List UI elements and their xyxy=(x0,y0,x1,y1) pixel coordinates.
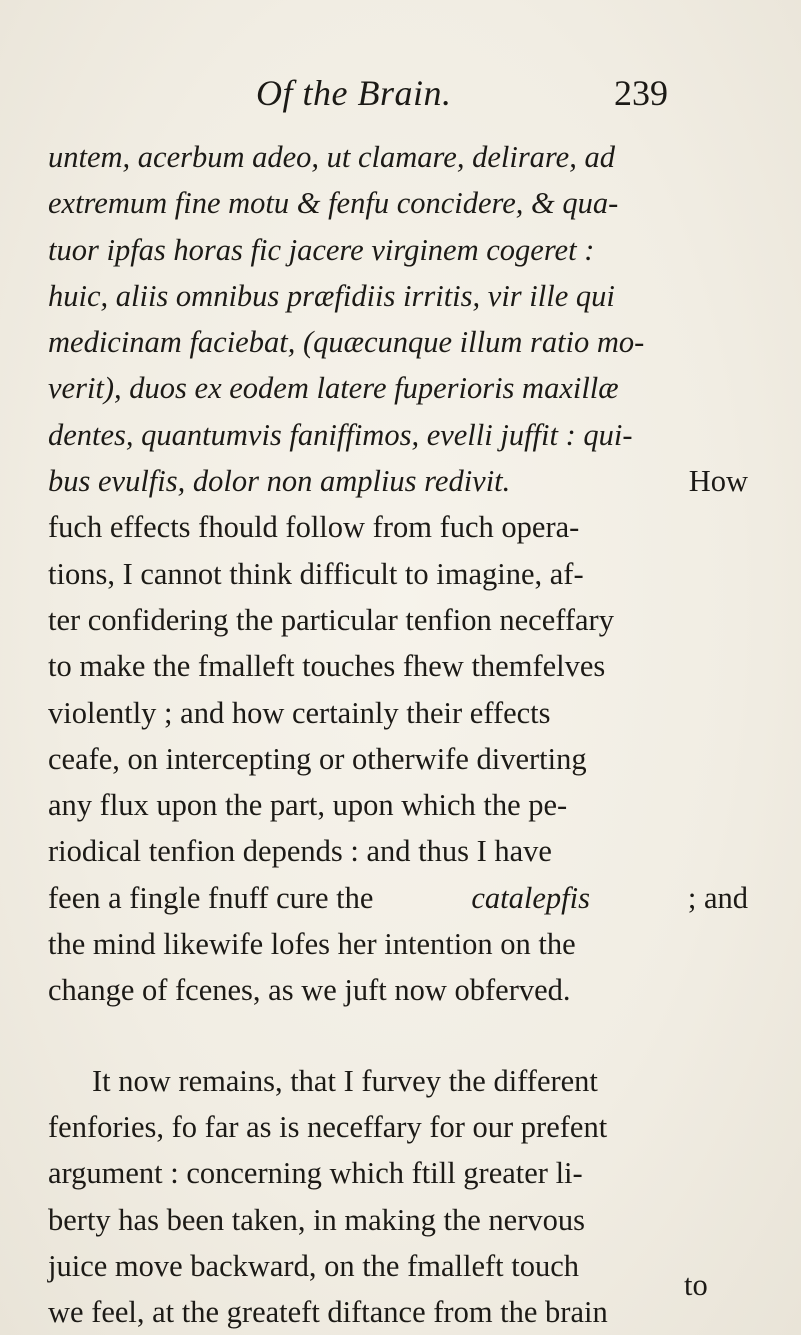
text-line: we feel, at the greateft diftance from the brain xyxy=(48,1295,608,1330)
text-line: fuch effects fhould follow from fuch opera- xyxy=(48,510,580,545)
text-line: fenfories, fo far as is neceffary for our prefent xyxy=(48,1109,608,1144)
text-line: argument : concerning which ftill greater li- xyxy=(48,1156,583,1191)
text-line: extremum fine motu & fenfu concidere, & qua- xyxy=(48,186,619,221)
paragraph-senfories xyxy=(48,1058,748,1335)
page-header xyxy=(0,72,801,122)
text-line: bus evulfis, dolor non amplius redivit. How xyxy=(48,464,748,499)
running-title: Of the Brain. xyxy=(256,73,452,113)
text-line: untem, acerbum adeo, ut clamare, delirare, ad xyxy=(48,140,615,174)
text-line: tions, I cannot think difficult to imagine, af- xyxy=(48,556,584,591)
text-line: verit), duos ex eodem latere fuperioris maxillæ xyxy=(48,371,619,406)
text-line: medicinam faciebat, (quæcunque illum ratio mo- xyxy=(48,325,645,360)
page-number: 239 xyxy=(614,73,668,113)
text-line: dentes, quantumvis faniffimos, evelli juffit : qui- xyxy=(48,417,633,452)
text-line: change of fcenes, as we juft now obferved. xyxy=(48,973,571,1008)
text-line: juice move backward, on the fmalleft touch xyxy=(48,1248,580,1283)
text-line: the mind likewife lofes her intention on the xyxy=(48,927,576,962)
catchword: to xyxy=(684,1268,708,1302)
text-line: to make the fmalleft touches fhew themfelves xyxy=(48,649,606,684)
paragraph-gap xyxy=(48,1014,748,1058)
paragraph-latin-quote xyxy=(48,134,748,1014)
text-line: feen a fingle fnuff cure the catalepfis ; and xyxy=(48,880,748,915)
text-line: It now remains, that I furvey the different xyxy=(92,1063,598,1098)
text-line: huic, aliis omnibus præfidiis irritis, vir ille qui xyxy=(48,278,615,313)
text-line: violently ; and how certainly their effects xyxy=(48,695,551,730)
text-line: riodical tenfion depends : and thus I have xyxy=(48,834,552,869)
body-text xyxy=(48,134,748,1335)
text-line: ter confidering the particular tenfion neceffary xyxy=(48,602,614,637)
text-line: any flux upon the part, upon which the pe- xyxy=(48,788,568,823)
text-line: tuor ipfas horas fic jacere virginem cogeret : xyxy=(48,232,595,267)
text-line: berty has been taken, in making the nervous xyxy=(48,1202,585,1237)
text-line: ceafe, on intercepting or otherwife diverting xyxy=(48,741,587,776)
